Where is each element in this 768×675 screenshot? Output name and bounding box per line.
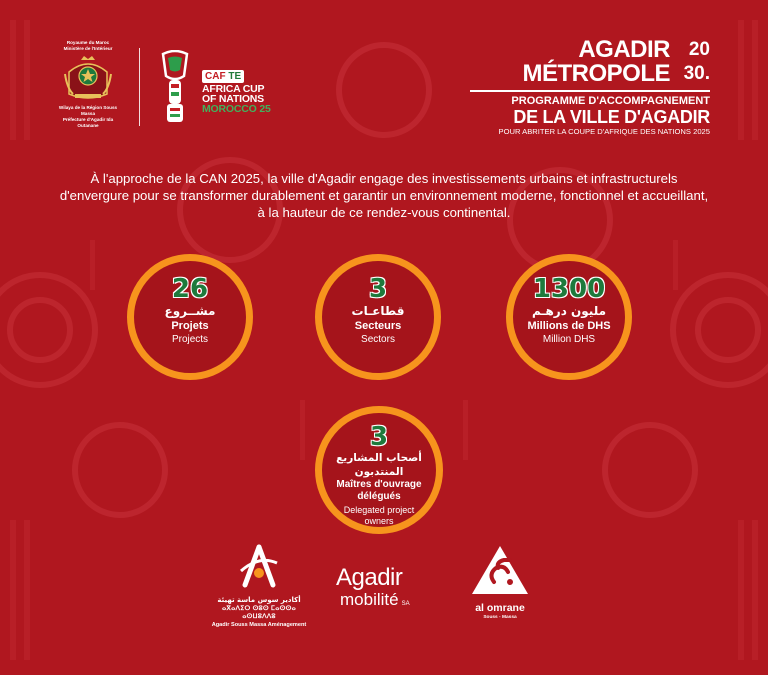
- am-program: PROGRAMME D'ACCOMPAGNEMENT: [511, 95, 710, 107]
- am-line2: MÉTROPOLE: [522, 60, 670, 87]
- stat-label-en: Million DHS: [542, 334, 596, 345]
- al-omrane-logo: [462, 544, 538, 621]
- afcon-logo: [202, 66, 292, 114]
- stat-projects: [127, 254, 253, 380]
- al-omrane-region: Souss - Massa: [483, 615, 517, 620]
- stat-label-ar: قطاعـات: [351, 304, 405, 318]
- am-subtitle: POUR ABRITER LA COUPE D'AFRIQUE DES NATIONS 2025: [498, 127, 710, 136]
- am-year-a: 20: [688, 39, 710, 60]
- agadir-mobilite-logo: [328, 566, 440, 614]
- stat-label-fr: Projets: [171, 320, 209, 332]
- stat-label-en: Delegated project owners: [343, 505, 415, 526]
- mobilite-line1: Agadir: [336, 564, 403, 591]
- stat-value: 1300: [532, 274, 606, 304]
- stat-value: 26: [171, 274, 209, 304]
- stat-label-en: Projects: [171, 334, 209, 345]
- caf-sponsor: TE: [228, 71, 242, 82]
- am-line1: AGADIR: [578, 36, 670, 63]
- mobilite-line2: [328, 590, 440, 614]
- caf-brand: CAF: [205, 71, 226, 82]
- intro-paragraph: À l'approche de la CAN 2025, la ville d'Agadir engage des investissements urbains et infrastructurels d'envergure pour se transformer durablement et garantir un environnement moderne, fonctionnel et accueillant, à la hauteur de ce rendez-vous continental.: [59, 171, 709, 220]
- stat-label-ar: مشــروع: [164, 304, 216, 318]
- afcon-line3: MOROCCO 25: [202, 103, 271, 115]
- mobilite-word: mobilité: [340, 590, 399, 609]
- government-bottom-text: Wilaya de la Région Souss Massa Préfecture d'Agadir Ida Outanane: [58, 105, 118, 128]
- am-rule: [470, 90, 710, 92]
- royal-crest-icon: [63, 54, 113, 102]
- afcon-line2: OF NATIONS: [202, 93, 264, 105]
- asma-tifinagh: ⴰⴳⴰⴷⵉⵔ ⵙⵓⵙ ⵎⴰⵙⵙⴰ ⴰⵙⵡⵓⴷⴷⵓ: [221, 605, 297, 620]
- al-omrane-logo-icon: [470, 544, 530, 596]
- government-logo: [56, 40, 120, 128]
- stat-budget: [506, 254, 632, 380]
- stat-value: 3: [368, 274, 388, 304]
- am-year-b: 30.: [683, 63, 710, 84]
- stat-sectors: [315, 254, 441, 380]
- government-top-text: Royaume du Maroc Ministère de l'Intérieur: [63, 40, 113, 51]
- stat-label-ar: أصحاب المشاريع المنتدبون: [336, 452, 422, 478]
- afcon-trophy-icon: [158, 50, 192, 126]
- header-divider: [139, 48, 140, 126]
- stat-label-fr: Secteurs: [354, 320, 402, 332]
- stat-label-fr: Millions de DHS: [527, 320, 611, 332]
- stat-project-owners: [315, 406, 443, 534]
- afcon-line1: AFRICA CUP: [202, 83, 265, 95]
- stat-label-ar: مليون درهـم: [531, 304, 607, 318]
- mobilite-suffix: SA: [401, 601, 410, 607]
- caf-badge: [202, 70, 244, 83]
- stat-label-fr: Maîtres d'ouvrage délégués: [336, 479, 422, 502]
- stat-label-en: Sectors: [361, 334, 395, 345]
- al-omrane-name: al omrane: [475, 602, 525, 614]
- am-city: DE LA VILLE D'AGADIR: [513, 107, 710, 127]
- asma-logo-icon: [237, 543, 281, 591]
- asma-arabic: أكادير سوس ماسة تهيئة: [217, 596, 301, 604]
- stat-value: 3: [369, 422, 389, 452]
- agadir-metropole-logo: [470, 38, 710, 136]
- asma-french: Agadir Souss Massa Aménagement: [211, 622, 307, 628]
- asma-logo: [207, 543, 311, 629]
